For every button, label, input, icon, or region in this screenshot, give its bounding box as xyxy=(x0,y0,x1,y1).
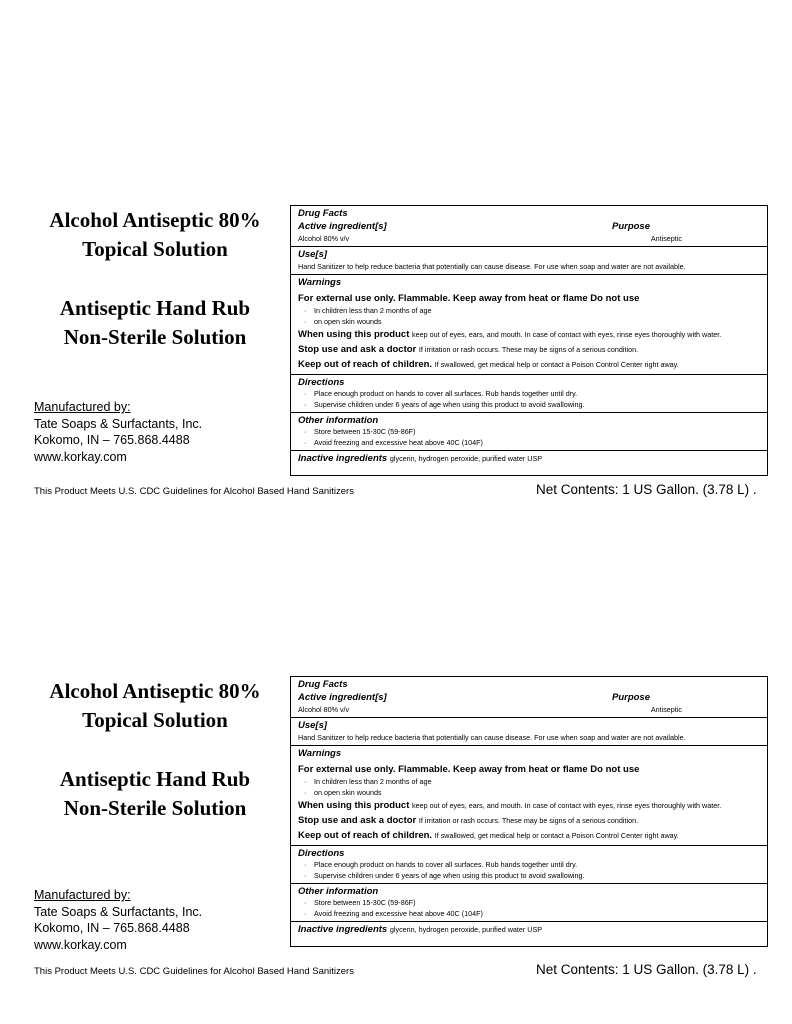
uses-heading: Use[s] xyxy=(298,720,328,731)
manufacturer-name: Tate Soaps & Surfactants, Inc. xyxy=(34,904,203,919)
warning-bullet-text: In children less than 2 months of age xyxy=(314,777,432,786)
facts-warnings-section xyxy=(291,275,767,375)
directions-heading: Directions xyxy=(298,377,345,388)
bullet-dot: · xyxy=(304,870,307,880)
warnings-heading: Warnings xyxy=(298,748,342,759)
bullet-dot: · xyxy=(304,777,307,786)
other-item xyxy=(298,427,760,438)
warning-external: For external use only. Flammable. Keep away from heat or flame Do not use xyxy=(298,764,640,775)
subtitle-line: Non-Sterile Solution xyxy=(63,325,247,349)
other-text: Store between 15-30C (59-86F) xyxy=(314,427,416,436)
warning-lead: Stop use and ask a doctor xyxy=(298,815,417,826)
warning-lead: Stop use and ask a doctor xyxy=(298,344,417,355)
bullet-dot: · xyxy=(304,787,307,797)
warning-when-using xyxy=(298,798,760,813)
inactive-text: glycerin, hydrogen peroxide, purified water USP xyxy=(389,454,543,463)
other-item xyxy=(298,909,760,920)
manufacturer-website: www.korkay.com xyxy=(34,937,127,952)
direction-item xyxy=(298,389,760,400)
cdc-note: This Product Meets U.S. CDC Guidelines for Alcohol Based Hand Sanitizers xyxy=(34,966,354,977)
warning-stop-use xyxy=(298,342,760,357)
other-item xyxy=(298,438,760,449)
product-subtitle xyxy=(30,294,280,352)
uses-text: Hand Sanitizer to help reduce bacteria that potentially can cause disease. For use when soap and water are not available. xyxy=(298,733,686,742)
warning-when-using xyxy=(298,327,760,342)
bullet-dot: · xyxy=(304,908,307,918)
title-line: Alcohol Antiseptic 80% xyxy=(49,679,261,703)
net-contents: Net Contents: 1 US Gallon. (3.78 L) . xyxy=(536,962,757,977)
warning-lead: Keep out of reach of children. xyxy=(298,830,433,841)
facts-inactive-section xyxy=(291,451,767,467)
other-heading: Other information xyxy=(298,415,379,426)
product-title xyxy=(30,206,280,264)
warning-stop-use xyxy=(298,813,760,828)
warnings-heading: Warnings xyxy=(298,277,342,288)
directions-heading: Directions xyxy=(298,848,345,859)
subtitle-line: Antiseptic Hand Rub xyxy=(59,767,251,791)
warning-bullet xyxy=(298,317,760,328)
title-line: Topical Solution xyxy=(82,237,228,261)
subtitle-line: Non-Sterile Solution xyxy=(63,796,247,820)
warning-bullet xyxy=(298,306,760,317)
manufacturer-block xyxy=(34,887,202,953)
facts-other-section xyxy=(291,884,767,922)
manufacturer-address: Kokomo, IN – 765.868.4488 xyxy=(34,433,190,447)
label-top xyxy=(0,204,792,504)
product-subtitle xyxy=(30,765,280,823)
manufacturer-website: www.korkay.com xyxy=(34,449,127,464)
bullet-dot: · xyxy=(304,437,307,447)
direction-text: Place enough product on hands to cover all surfaces. Rub hands together until dry. xyxy=(314,860,578,869)
direction-item xyxy=(298,871,760,882)
facts-uses-section xyxy=(291,718,767,746)
net-contents: Net Contents: 1 US Gallon. (3.78 L) . xyxy=(536,482,757,497)
facts-directions-section xyxy=(291,375,767,413)
direction-text: Place enough product on hands to cover all surfaces. Rub hands together until dry. xyxy=(314,389,578,398)
active-ingredient-value: Alcohol 80% v/v xyxy=(298,705,350,714)
other-item xyxy=(298,898,760,909)
active-ingredient-value: Alcohol 80% v/v xyxy=(298,234,350,243)
inactive-heading: Inactive ingredients xyxy=(298,924,388,935)
direction-item xyxy=(298,860,760,871)
warning-text: If swallowed, get medical help or contact a Poison Control Center right away. xyxy=(434,360,679,369)
manufacturer-block xyxy=(34,399,202,465)
purpose-value: Antiseptic xyxy=(650,234,682,243)
warning-text: keep out of eyes, ears, and mouth. In case of contact with eyes, rinse eyes thoroughly with water. xyxy=(412,330,722,339)
warning-keep-out xyxy=(298,357,760,372)
title-line: Alcohol Antiseptic 80% xyxy=(49,208,261,232)
warning-lead: Keep out of reach of children. xyxy=(298,359,433,370)
facts-active-section xyxy=(291,206,767,247)
warning-external: For external use only. Flammable. Keep away from heat or flame Do not use xyxy=(298,293,640,304)
warning-bullet-text: on open skin wounds xyxy=(314,787,382,797)
facts-heading: Drug Facts xyxy=(298,679,348,690)
warning-keep-out xyxy=(298,828,760,843)
purpose-heading: Purpose xyxy=(611,221,650,232)
bullet-dot: · xyxy=(304,860,307,869)
facts-other-section xyxy=(291,413,767,451)
other-text: Store between 15-30C (59-86F) xyxy=(314,898,416,907)
title-line: Topical Solution xyxy=(82,708,228,732)
product-title xyxy=(30,677,280,735)
cdc-note: This Product Meets U.S. CDC Guidelines for Alcohol Based Hand Sanitizers xyxy=(34,486,354,497)
uses-heading: Use[s] xyxy=(298,249,328,260)
warning-lead: When using this product xyxy=(298,800,410,811)
facts-heading: Drug Facts xyxy=(298,208,348,219)
bullet-dot: · xyxy=(304,306,307,315)
inactive-heading: Inactive ingredients xyxy=(298,453,388,464)
bullet-dot: · xyxy=(304,427,307,436)
manufacturer-heading: Manufactured by: xyxy=(34,400,131,414)
purpose-heading: Purpose xyxy=(611,692,650,703)
purpose-value: Antiseptic xyxy=(650,705,682,714)
other-text: Avoid freezing and excessive heat above 40C (104F) xyxy=(314,908,483,918)
warning-bullet-text: on open skin wounds xyxy=(314,316,382,326)
bullet-dot: · xyxy=(304,898,307,907)
bullet-dot: · xyxy=(304,399,307,409)
other-heading: Other information xyxy=(298,886,379,897)
direction-text: Supervise children under 6 years of age when using this product to avoid swallowing. xyxy=(314,399,585,409)
warning-text: keep out of eyes, ears, and mouth. In case of contact with eyes, rinse eyes thoroughly with water. xyxy=(412,801,722,810)
facts-directions-section xyxy=(291,846,767,884)
warning-bullet-text: In children less than 2 months of age xyxy=(314,306,432,315)
direction-item xyxy=(298,400,760,411)
facts-uses-section xyxy=(291,247,767,275)
warning-lead: When using this product xyxy=(298,329,410,340)
warning-text: If swallowed, get medical help or contact a Poison Control Center right away. xyxy=(434,831,679,840)
warning-text: If irritation or rash occurs. These may be signs of a serious condition. xyxy=(418,345,639,354)
label-bottom xyxy=(0,675,792,975)
bullet-dot: · xyxy=(304,316,307,326)
warning-bullet xyxy=(298,788,760,799)
manufacturer-address: Kokomo, IN – 765.868.4488 xyxy=(34,921,190,935)
warning-bullet xyxy=(298,777,760,788)
active-ingredient-heading: Active ingredient[s] xyxy=(298,692,387,703)
manufacturer-name: Tate Soaps & Surfactants, Inc. xyxy=(34,416,203,431)
facts-active-section xyxy=(291,677,767,718)
drug-facts-panel xyxy=(290,676,768,947)
drug-facts-panel xyxy=(290,205,768,476)
inactive-text: glycerin, hydrogen peroxide, purified water USP xyxy=(389,925,543,934)
subtitle-line: Antiseptic Hand Rub xyxy=(59,296,251,320)
manufacturer-heading: Manufactured by: xyxy=(34,888,131,902)
other-text: Avoid freezing and excessive heat above 40C (104F) xyxy=(314,437,483,447)
bullet-dot: · xyxy=(304,389,307,398)
uses-text: Hand Sanitizer to help reduce bacteria that potentially can cause disease. For use when soap and water are not available. xyxy=(298,262,686,271)
facts-warnings-section xyxy=(291,746,767,846)
warning-text: If irritation or rash occurs. These may be signs of a serious condition. xyxy=(418,816,639,825)
active-ingredient-heading: Active ingredient[s] xyxy=(298,221,387,232)
direction-text: Supervise children under 6 years of age when using this product to avoid swallowing. xyxy=(314,870,585,880)
facts-inactive-section xyxy=(291,922,767,938)
